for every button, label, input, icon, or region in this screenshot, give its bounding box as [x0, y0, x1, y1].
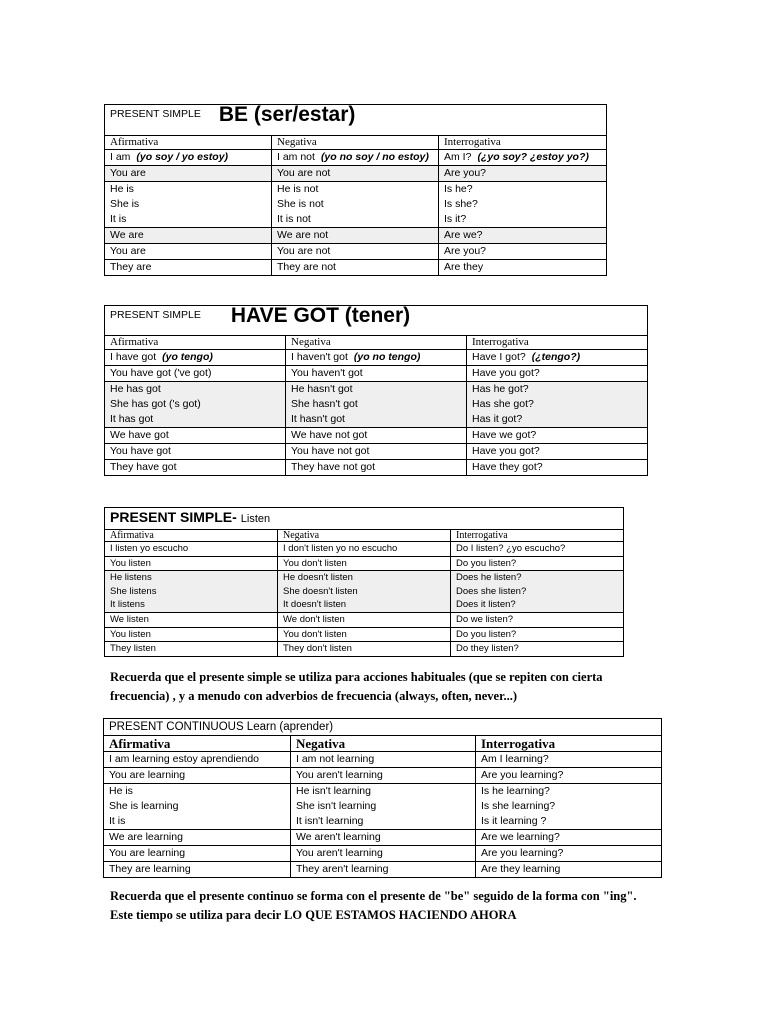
- cell-line: Is she?: [444, 198, 478, 210]
- table-row: [105, 460, 648, 476]
- listen-cell-neg: [278, 542, 451, 557]
- be-table-title: [105, 105, 607, 136]
- continuous-title: PRESENT CONTINUOUS Learn (aprender): [109, 721, 334, 733]
- continuous-cell-int: [476, 846, 662, 862]
- be-title-big: BE (ser/estar): [218, 104, 356, 126]
- cell-line: He is not: [277, 183, 319, 195]
- cell-line: She doesn't listen: [283, 585, 358, 597]
- listen-cell-aff: [105, 571, 278, 613]
- cell-text: We don't listen: [283, 613, 345, 625]
- listen-header-aff: Afirmativa: [105, 530, 278, 542]
- listen-table-title: [105, 508, 624, 530]
- have-cell-neg: [286, 350, 467, 366]
- have-table: [104, 305, 648, 476]
- table-row: [104, 862, 662, 878]
- be-cell-aff: [105, 166, 272, 182]
- cell-text: I don't listen yo no escucho: [283, 543, 398, 554]
- have-cell-aff: [105, 428, 286, 444]
- cell-text: Are they: [444, 261, 484, 273]
- have-header-row: [105, 336, 648, 350]
- be-cell-aff: [105, 260, 272, 276]
- cell-note: (yo soy / yo estoy): [136, 151, 229, 163]
- cell-text: You have not got: [291, 445, 370, 457]
- have-cell-neg: [286, 366, 467, 382]
- continuous-table: [103, 718, 662, 878]
- cell-note: (¿yo soy? ¿estoy yo?): [477, 151, 589, 163]
- be-cell-aff: [105, 244, 272, 260]
- cell-text: I have got: [110, 351, 157, 363]
- continuous-header-row: [104, 736, 662, 752]
- listen-table-block: [104, 507, 623, 657]
- be-cell-int: [439, 166, 607, 182]
- cell-text: Have they got?: [472, 461, 543, 473]
- cell-line: Does it listen?: [456, 599, 516, 611]
- be-header-int: Interrogativa: [439, 136, 607, 150]
- cell-text: Am I learning?: [481, 753, 549, 765]
- have-cell-int: [467, 444, 648, 460]
- be-cell-neg: [272, 166, 439, 182]
- continuous-cell-neg: [291, 768, 476, 784]
- note-present-continuous: Recuerda que el presente continuo se forma con el presente de "be" seguido de la forma con "ing". Este tiempo se utiliza para decir LO QUE ESTAMOS HACIENDO AHORA: [110, 889, 637, 922]
- be-cell-int: [439, 150, 607, 166]
- table-row: [105, 627, 624, 642]
- cell-text: I listen yo escucho: [110, 543, 189, 554]
- table-row: [105, 150, 607, 166]
- cell-line: She listens: [110, 585, 157, 597]
- listen-cell-int: [451, 542, 624, 557]
- cell-text: We are: [110, 229, 144, 241]
- cell-text: Have I got?: [472, 351, 526, 363]
- table-row: [105, 428, 648, 444]
- have-cell-neg: [286, 460, 467, 476]
- have-cell-int: [467, 382, 648, 428]
- cell-line: It doesn't listen: [283, 599, 347, 611]
- have-cell-neg: [286, 382, 467, 428]
- cell-line: Has it got?: [472, 413, 523, 425]
- be-header-aff: Afirmativa: [105, 136, 272, 150]
- be-cell-neg: [272, 260, 439, 276]
- listen-cell-neg: [278, 571, 451, 613]
- cell-text: I am not learning: [296, 753, 375, 765]
- continuous-table-block: [103, 718, 661, 878]
- cell-line: Does she listen?: [456, 585, 527, 597]
- be-cell-int: [439, 244, 607, 260]
- have-header-neg: Negativa: [286, 336, 467, 350]
- cell-text: You don't listen: [283, 557, 347, 569]
- cell-line: He is: [110, 183, 134, 195]
- cell-text: You aren't learning: [296, 769, 383, 781]
- listen-table: [104, 507, 624, 657]
- continuous-cell-aff: [104, 752, 291, 768]
- listen-cell-neg: [278, 642, 451, 657]
- cell-note: (yo no soy / no estoy): [320, 151, 429, 163]
- continuous-cell-int: [476, 862, 662, 878]
- continuous-cell-int: [476, 752, 662, 768]
- table-row: [105, 382, 648, 428]
- table-row: [105, 260, 607, 276]
- cell-text: I haven't got: [291, 351, 348, 363]
- continuous-header-int: Interrogativa: [476, 736, 662, 752]
- cell-text: Are we?: [444, 229, 483, 241]
- cell-text: You haven't got: [291, 367, 363, 379]
- table-row: [105, 556, 624, 571]
- cell-line: He hasn't got: [291, 383, 353, 395]
- cell-text: You listen: [110, 557, 151, 569]
- listen-cell-aff: [105, 542, 278, 557]
- cell-text: You are learning: [109, 769, 186, 781]
- cell-line: Is it?: [444, 213, 467, 225]
- listen-header-row: [105, 530, 624, 542]
- cell-text: They don't listen: [283, 643, 352, 655]
- be-cell-int: [439, 260, 607, 276]
- cell-line: Has he got?: [472, 383, 529, 395]
- cell-text: You have got: [110, 445, 171, 457]
- have-table-block: [104, 305, 647, 476]
- listen-cell-aff: [105, 627, 278, 642]
- table-row: [105, 228, 607, 244]
- listen-cell-aff: [105, 642, 278, 657]
- be-title-small: PRESENT SIMPLE: [110, 108, 201, 120]
- listen-cell-neg: [278, 627, 451, 642]
- continuous-cell-neg: [291, 830, 476, 846]
- cell-line: Is he?: [444, 183, 473, 195]
- listen-cell-neg: [278, 556, 451, 571]
- have-header-aff: Afirmativa: [105, 336, 286, 350]
- table-row: [104, 784, 662, 830]
- cell-line: It isn't learning: [296, 815, 364, 827]
- continuous-cell-aff: [104, 862, 291, 878]
- have-cell-neg: [286, 428, 467, 444]
- listen-cell-aff: [105, 612, 278, 627]
- cell-line: Is she learning?: [481, 800, 556, 812]
- cell-line: She hasn't got: [291, 398, 358, 410]
- cell-line: It is: [109, 815, 126, 827]
- cell-text: I am learning estoy aprendiendo: [109, 753, 260, 765]
- continuous-cell-aff: [104, 768, 291, 784]
- cell-text: They are: [110, 261, 152, 273]
- have-cell-aff: [105, 444, 286, 460]
- table-row: [105, 612, 624, 627]
- be-cell-neg: [272, 228, 439, 244]
- cell-text: We have not got: [291, 429, 368, 441]
- cell-text: They listen: [110, 643, 156, 655]
- cell-text: Do you listen?: [456, 628, 517, 640]
- be-cell-aff: [105, 182, 272, 228]
- cell-text: Do we listen?: [456, 613, 514, 625]
- table-row: [105, 166, 607, 182]
- table-row: [105, 244, 607, 260]
- be-table-block: [104, 104, 606, 276]
- cell-line: Is it learning ?: [481, 815, 547, 827]
- cell-text: Are they learning: [481, 863, 561, 875]
- cell-text: They are learning: [109, 863, 191, 875]
- cell-line: It listens: [110, 599, 145, 611]
- cell-text: We listen: [110, 613, 149, 625]
- be-cell-aff: [105, 228, 272, 244]
- listen-cell-int: [451, 612, 624, 627]
- table-row: [105, 350, 648, 366]
- listen-title-small: Listen: [240, 513, 271, 525]
- cell-text: We have got: [110, 429, 169, 441]
- cell-text: Have you got?: [472, 367, 540, 379]
- cell-text: They aren't learning: [296, 863, 389, 875]
- have-cell-aff: [105, 460, 286, 476]
- cell-text: Are you?: [444, 167, 487, 179]
- cell-text: You have got ('ve got): [110, 367, 212, 379]
- have-cell-aff: [105, 382, 286, 428]
- continuous-cell-int: [476, 784, 662, 830]
- have-title-small: PRESENT SIMPLE: [110, 309, 201, 321]
- cell-text: You are learning: [109, 847, 186, 859]
- cell-line: He listens: [110, 572, 152, 584]
- cell-line: He isn't learning: [296, 785, 371, 797]
- table-row: [105, 642, 624, 657]
- listen-title-bold: PRESENT SIMPLE-: [110, 509, 237, 525]
- table-row: [104, 846, 662, 862]
- listen-cell-int: [451, 571, 624, 613]
- cell-text: Are you learning?: [481, 847, 564, 859]
- table-row: [105, 542, 624, 557]
- cell-line: It is: [110, 213, 127, 225]
- cell-text: We aren't learning: [296, 831, 381, 843]
- cell-line: He doesn't listen: [283, 572, 353, 584]
- cell-text: Are you?: [444, 245, 487, 257]
- continuous-cell-int: [476, 768, 662, 784]
- continuous-cell-int: [476, 830, 662, 846]
- listen-header-neg: Negativa: [278, 530, 451, 542]
- be-header-row: [105, 136, 607, 150]
- be-cell-neg: [272, 244, 439, 260]
- have-cell-int: [467, 350, 648, 366]
- be-cell-neg: [272, 150, 439, 166]
- cell-text: You are: [110, 245, 146, 257]
- cell-text: They have got: [110, 461, 177, 473]
- cell-text: Have you got?: [472, 445, 540, 457]
- continuous-cell-aff: [104, 784, 291, 830]
- cell-text: Am I?: [444, 151, 472, 163]
- be-cell-int: [439, 182, 607, 228]
- listen-cell-int: [451, 627, 624, 642]
- continuous-cell-neg: [291, 784, 476, 830]
- cell-text: You are: [110, 167, 146, 179]
- cell-note: (¿tengo?): [531, 351, 581, 363]
- cell-line: She is not: [277, 198, 324, 210]
- listen-cell-neg: [278, 612, 451, 627]
- cell-text: You don't listen: [283, 628, 347, 640]
- have-cell-int: [467, 428, 648, 444]
- cell-text: Do I listen? ¿yo escucho?: [456, 543, 566, 554]
- cell-line: He has got: [110, 383, 161, 395]
- listen-cell-aff: [105, 556, 278, 571]
- cell-line: Has she got?: [472, 398, 534, 410]
- continuous-table-title: [104, 719, 662, 736]
- cell-note: (yo no tengo): [353, 351, 421, 363]
- cell-line: It hasn't got: [291, 413, 345, 425]
- be-table: [104, 104, 607, 276]
- cell-line: It has got: [110, 413, 154, 425]
- have-header-int: Interrogativa: [467, 336, 648, 350]
- table-row: [105, 571, 624, 613]
- cell-line: He is: [109, 785, 133, 797]
- cell-text: You aren't learning: [296, 847, 383, 859]
- table-row: [104, 752, 662, 768]
- have-cell-int: [467, 460, 648, 476]
- table-row: [104, 830, 662, 846]
- table-row: [105, 182, 607, 228]
- table-row: [104, 768, 662, 784]
- continuous-cell-neg: [291, 752, 476, 768]
- cell-text: Do they listen?: [456, 643, 519, 655]
- have-title-big: HAVE GOT (tener): [230, 305, 411, 327]
- be-cell-neg: [272, 182, 439, 228]
- cell-text: You listen: [110, 628, 151, 640]
- cell-text: We are not: [277, 229, 329, 241]
- cell-line: She isn't learning: [296, 800, 377, 812]
- cell-text: Are we learning?: [481, 831, 560, 843]
- listen-cell-int: [451, 556, 624, 571]
- cell-text: You are not: [277, 245, 331, 257]
- table-row: [105, 366, 648, 382]
- cell-text: I am: [110, 151, 131, 163]
- cell-text: We are learning: [109, 831, 183, 843]
- have-cell-aff: [105, 350, 286, 366]
- have-cell-int: [467, 366, 648, 382]
- cell-line: She is learning: [109, 800, 179, 812]
- cell-text: They have not got: [291, 461, 376, 473]
- be-cell-int: [439, 228, 607, 244]
- listen-header-int: Interrogativa: [451, 530, 624, 542]
- table-row: [105, 444, 648, 460]
- cell-text: Are you learning?: [481, 769, 564, 781]
- cell-line: Is he learning?: [481, 785, 550, 797]
- be-cell-aff: [105, 150, 272, 166]
- cell-line: She is: [110, 198, 140, 210]
- continuous-cell-neg: [291, 862, 476, 878]
- cell-text: I am not: [277, 151, 315, 163]
- have-cell-aff: [105, 366, 286, 382]
- continuous-header-neg: Negativa: [291, 736, 476, 752]
- cell-text: Have we got?: [472, 429, 537, 441]
- cell-text: You are not: [277, 167, 331, 179]
- have-table-title: [105, 306, 648, 336]
- note-present-simple: Recuerda que el presente simple se utiliza para acciones habituales (que se repiten con cierta frecuencia) , y a menudo con adverbios de frecuencia (always, often, never...): [110, 670, 603, 703]
- continuous-cell-aff: [104, 830, 291, 846]
- continuous-header-aff: Afirmativa: [104, 736, 291, 752]
- cell-line: She has got ('s got): [110, 398, 201, 410]
- have-cell-neg: [286, 444, 467, 460]
- continuous-cell-aff: [104, 846, 291, 862]
- listen-cell-int: [451, 642, 624, 657]
- cell-line: It is not: [277, 213, 311, 225]
- continuous-cell-neg: [291, 846, 476, 862]
- cell-note: (yo tengo): [162, 351, 213, 363]
- be-header-neg: Negativa: [272, 136, 439, 150]
- cell-text: Do you listen?: [456, 557, 517, 569]
- cell-line: Does he listen?: [456, 572, 522, 584]
- cell-text: They are not: [277, 261, 336, 273]
